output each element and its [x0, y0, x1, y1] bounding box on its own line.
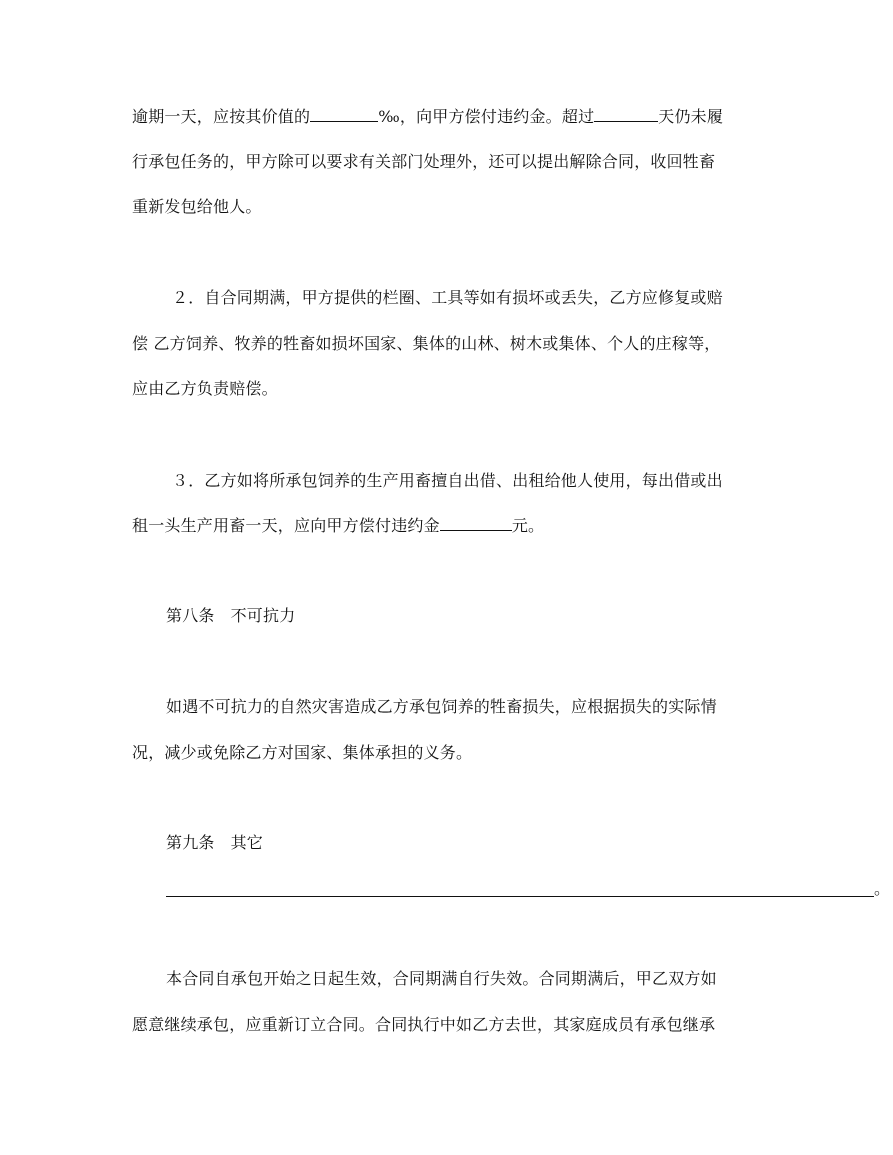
penalty-text-a: 逾期一天，应按其价值的 [132, 107, 311, 126]
penalty-line-3: 重新发包给他人。 [132, 197, 262, 216]
item2-line-1: ２．自合同期满，甲方提供的栏圈、工具等如有损坏或丢失，乙方应修复或赔 [172, 288, 723, 307]
penalty-line-2: 行承包任务的，甲方除可以要求有关部门处理外，还可以提出解除合同，收回牲畜 [132, 152, 716, 171]
article9-title: 其它 [230, 833, 264, 852]
item3-text-a: 租一头生产用畜一天，应向甲方偿付违约金 [132, 516, 440, 535]
article8-heading [166, 605, 295, 627]
blank-permille [310, 107, 378, 122]
article9-fill-in-line [166, 896, 874, 897]
item3-line-2 [132, 515, 544, 537]
closing-line-2: 愿意继续承包，应重新订立合同。合同执行中如乙方去世，其家庭成员有承包继承 [132, 1015, 716, 1034]
blank-days [594, 107, 658, 122]
article8-line-2: 况，减少或免除乙方对国家、集体承担的义务。 [132, 743, 473, 762]
article9-rule-end: 。 [874, 879, 891, 898]
item3-line-1: ３．乙方如将所承包饲养的生产用畜擅自出借、出租给他人使用，每出借或出 [172, 471, 723, 490]
item2-line-2: 偿 乙方饲养、牧养的牲畜如损坏国家、集体的山林、树木或集体、个人的庄稼等， [132, 334, 721, 353]
item3-text-b: 元。 [511, 516, 545, 535]
item2-line-3: 应由乙方负责赔偿。 [132, 379, 278, 398]
penalty-text-b: ‰，向甲方偿付违约金。超过 [378, 107, 595, 126]
penalty-line-1 [132, 106, 723, 128]
article8-title: 不可抗力 [230, 606, 296, 625]
article8-number: 第八条 [166, 606, 215, 625]
penalty-text-c: 天仍未履 [658, 107, 724, 126]
article9-heading [166, 832, 263, 854]
closing-line-1: 本合同自承包开始之日起生效，合同期满自行失效。合同期满后，甲乙双方如 [166, 969, 717, 988]
article9-number: 第九条 [166, 833, 215, 852]
article8-line-1: 如遇不可抗力的自然灾害造成乙方承包饲养的牲畜损失，应根据损失的实际情 [166, 697, 717, 716]
blank-fine-amount [440, 516, 512, 531]
